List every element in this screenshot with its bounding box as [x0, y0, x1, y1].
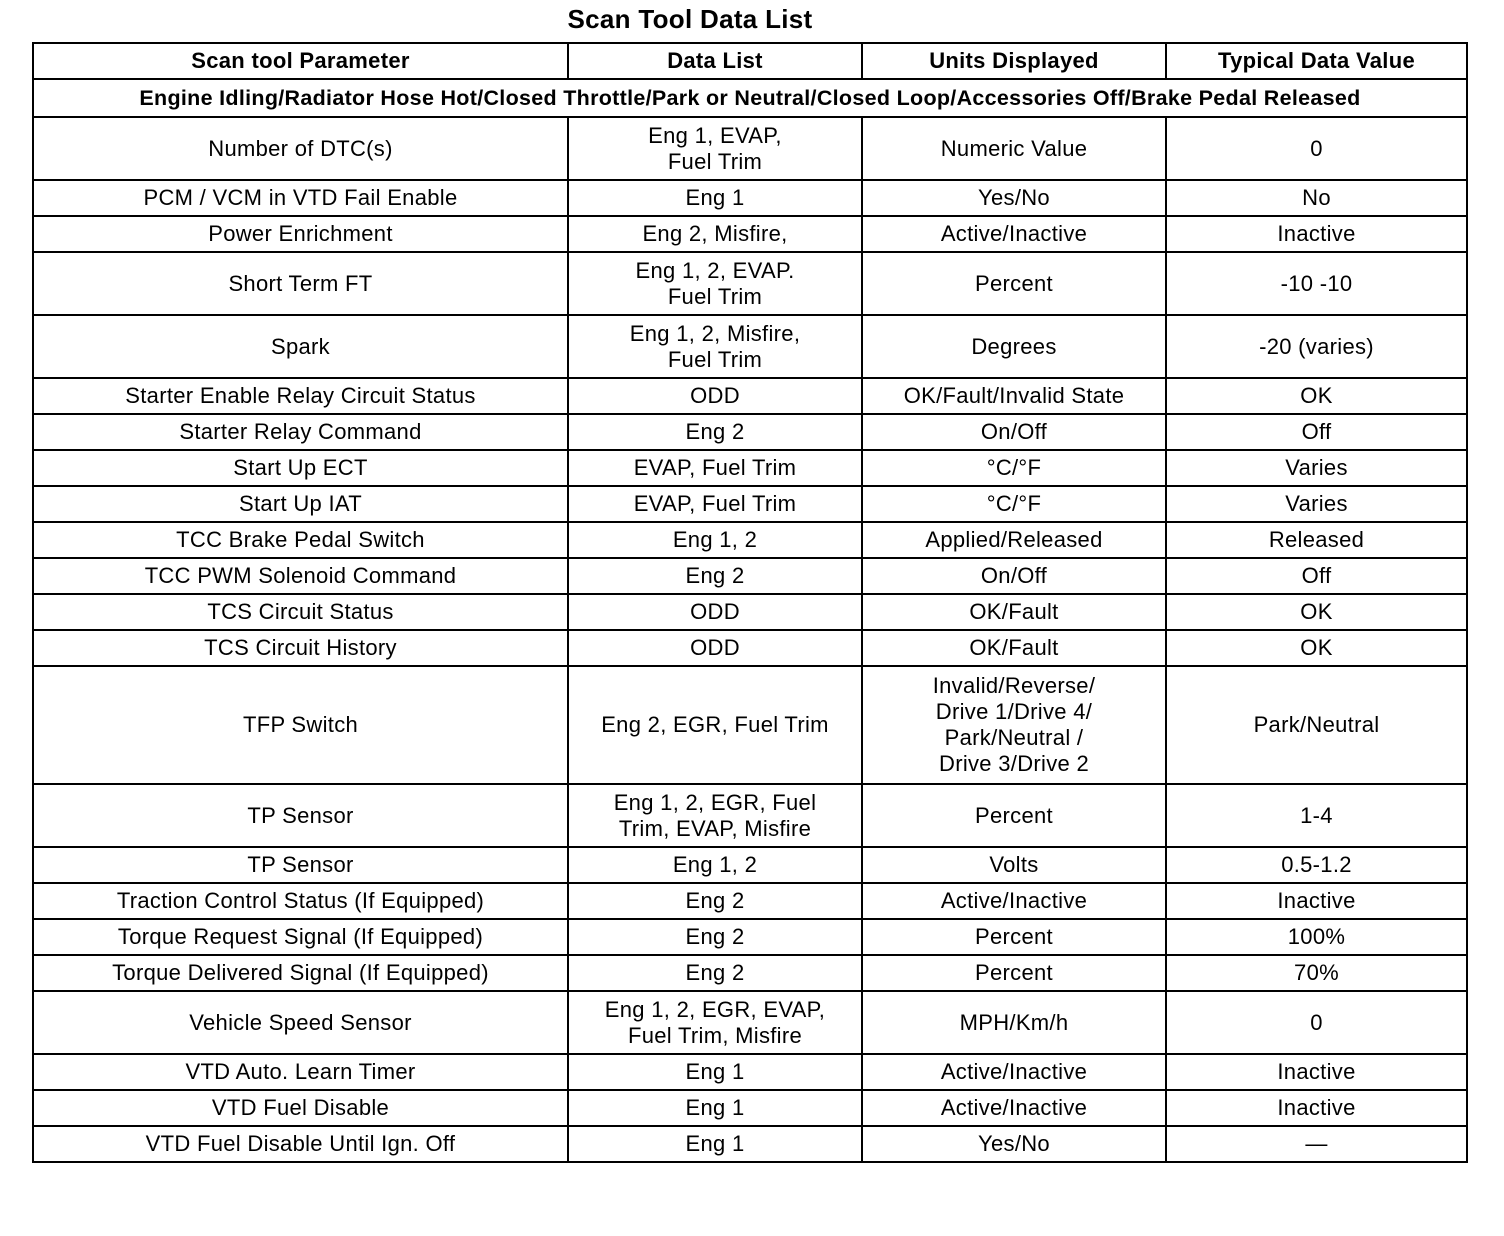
cell-typical-value: 70% [1166, 955, 1467, 991]
header-typical-value: Typical Data Value [1166, 43, 1467, 79]
cell-units [862, 784, 1166, 847]
cell-line: Percent [975, 960, 1053, 985]
cell-units [862, 1126, 1166, 1162]
cell-line: Fuel Trim, Misfire [627, 1022, 803, 1048]
table-row [33, 414, 1467, 450]
cell-line: Fuel Trim [667, 148, 763, 174]
cell-units [862, 630, 1166, 666]
cell-line: Percent [975, 270, 1053, 296]
cell-line: Fuel Trim [667, 283, 763, 309]
table-row [33, 117, 1467, 180]
cell-line: Fuel Trim [667, 346, 763, 372]
cell-typical-value: -10 -10 [1166, 252, 1467, 315]
cell-units [862, 991, 1166, 1054]
cell-units [862, 883, 1166, 919]
cell-typical-value: OK [1166, 594, 1467, 630]
table-row [33, 919, 1467, 955]
cell-line: ODD [690, 635, 740, 660]
cell-typical-value: Off [1166, 414, 1467, 450]
cell-typical-value: Varies [1166, 486, 1467, 522]
cell-parameter: TCS Circuit History [33, 630, 568, 666]
cell-line: Active/Inactive [940, 221, 1088, 246]
cell-line: Park/Neutral / [944, 725, 1084, 750]
cell-parameter: TCS Circuit Status [33, 594, 568, 630]
cell-data-list [568, 180, 862, 216]
cell-line: Eng 2 [685, 419, 745, 444]
cell-line: Applied/Released [925, 527, 1103, 552]
cell-data-list [568, 117, 862, 180]
cell-data-list [568, 594, 862, 630]
cell-typical-value: Released [1166, 522, 1467, 558]
cell-line: Percent [975, 924, 1053, 949]
cell-typical-value: Inactive [1166, 883, 1467, 919]
cell-parameter: Vehicle Speed Sensor [33, 991, 568, 1054]
cell-typical-value: Off [1166, 558, 1467, 594]
cell-line: °C/°F [986, 455, 1042, 480]
cell-line: Eng 2 [685, 888, 745, 913]
cell-line: Eng 2 [685, 924, 745, 949]
cell-units [862, 378, 1166, 414]
cell-line: Active/Inactive [940, 1059, 1088, 1084]
cell-line: Eng 2 [685, 960, 745, 985]
table-row [33, 180, 1467, 216]
cell-parameter: Starter Enable Relay Circuit Status [33, 378, 568, 414]
cell-line: OK/Fault/Invalid State [903, 383, 1125, 408]
cell-parameter: Torque Delivered Signal (If Equipped) [33, 955, 568, 991]
cell-data-list [568, 847, 862, 883]
cell-data-list [568, 883, 862, 919]
cell-units [862, 558, 1166, 594]
cell-line: Eng 2, Misfire, [642, 221, 788, 246]
table-row [33, 594, 1467, 630]
cell-units [862, 666, 1166, 784]
cell-typical-value: Varies [1166, 450, 1467, 486]
cell-data-list [568, 955, 862, 991]
cell-data-list [568, 522, 862, 558]
table-row [33, 378, 1467, 414]
cell-units [862, 486, 1166, 522]
cell-line: Eng 1 [685, 1131, 745, 1156]
test-conditions: Engine Idling/Radiator Hose Hot/Closed Throttle/Park or Neutral/Closed Loop/Accessories Off/Brake Pedal Released [33, 79, 1467, 117]
cell-line: Eng 1 [685, 185, 745, 210]
cell-typical-value: OK [1166, 630, 1467, 666]
cell-units [862, 1054, 1166, 1090]
table-row [33, 991, 1467, 1054]
cell-parameter: TP Sensor [33, 784, 568, 847]
cell-line: Eng 1, 2 [672, 852, 758, 877]
cell-typical-value: 0.5-1.2 [1166, 847, 1467, 883]
cell-data-list [568, 991, 862, 1054]
header-units: Units Displayed [862, 43, 1166, 79]
cell-line: Drive 3/Drive 2 [939, 751, 1089, 776]
cell-parameter: Spark [33, 315, 568, 378]
cell-data-list [568, 558, 862, 594]
cell-line: Eng 1, EVAP, [648, 122, 782, 148]
cell-parameter: VTD Auto. Learn Timer [33, 1054, 568, 1090]
table-body [33, 117, 1467, 1162]
cell-units [862, 414, 1166, 450]
cell-line: Eng 2 [685, 563, 745, 588]
cell-line: ODD [690, 599, 740, 624]
table-row [33, 955, 1467, 991]
cell-data-list [568, 784, 862, 847]
cell-typical-value: No [1166, 180, 1467, 216]
cell-typical-value: Inactive [1166, 1090, 1467, 1126]
table-row [33, 486, 1467, 522]
cell-parameter: Short Term FT [33, 252, 568, 315]
cell-data-list [568, 919, 862, 955]
cell-data-list [568, 378, 862, 414]
cell-typical-value: 0 [1166, 117, 1467, 180]
cell-parameter: VTD Fuel Disable [33, 1090, 568, 1126]
cell-data-list [568, 1054, 862, 1090]
cell-parameter: PCM / VCM in VTD Fail Enable [33, 180, 568, 216]
cell-units [862, 1090, 1166, 1126]
scan-tool-data-table [32, 42, 1468, 1163]
cell-units [862, 919, 1166, 955]
cell-data-list [568, 630, 862, 666]
cell-parameter: TCC PWM Solenoid Command [33, 558, 568, 594]
cell-line: Eng 1, 2, EVAP. [635, 257, 795, 283]
cell-line: EVAP, Fuel Trim [633, 491, 797, 516]
table-row [33, 216, 1467, 252]
cell-line: Degrees [971, 333, 1057, 359]
cell-units [862, 252, 1166, 315]
table-row [33, 315, 1467, 378]
cell-parameter: Start Up IAT [33, 486, 568, 522]
cell-parameter: TCC Brake Pedal Switch [33, 522, 568, 558]
cell-line: On/Off [980, 563, 1048, 588]
table-row [33, 666, 1467, 784]
cell-data-list [568, 486, 862, 522]
cell-data-list [568, 414, 862, 450]
cell-units [862, 216, 1166, 252]
cell-parameter: Number of DTC(s) [33, 117, 568, 180]
table-header-row [33, 43, 1467, 79]
cell-line: On/Off [980, 419, 1048, 444]
cell-units [862, 594, 1166, 630]
cell-typical-value: Park/Neutral [1166, 666, 1467, 784]
cell-parameter: Starter Relay Command [33, 414, 568, 450]
cell-parameter: TFP Switch [33, 666, 568, 784]
cell-line: Invalid/Reverse/ [932, 673, 1096, 698]
cell-line: Eng 2, EGR, Fuel Trim [601, 712, 829, 737]
cell-data-list [568, 1126, 862, 1162]
cell-parameter: TP Sensor [33, 847, 568, 883]
table-row [33, 252, 1467, 315]
cell-typical-value: Inactive [1166, 1054, 1467, 1090]
table-row [33, 1126, 1467, 1162]
cell-line: OK/Fault [969, 599, 1059, 624]
cell-line: Eng 1 [685, 1095, 745, 1120]
table-row [33, 630, 1467, 666]
page-title: Scan Tool Data List [567, 4, 813, 34]
cell-line: Percent [975, 802, 1053, 828]
cell-typical-value: -20 (varies) [1166, 315, 1467, 378]
cell-typical-value: 100% [1166, 919, 1467, 955]
table-row [33, 558, 1467, 594]
table-row [33, 784, 1467, 847]
table-row [33, 1090, 1467, 1126]
cell-line: Numeric Value [940, 135, 1088, 161]
cell-units [862, 450, 1166, 486]
cell-line: Active/Inactive [940, 888, 1088, 913]
test-conditions-row [33, 79, 1467, 117]
cell-line: Eng 1, 2 [672, 527, 758, 552]
cell-units [862, 522, 1166, 558]
cell-line: Eng 1, 2, Misfire, [629, 320, 801, 346]
table-row [33, 522, 1467, 558]
cell-line: Trim, EVAP, Misfire [618, 815, 812, 841]
cell-units [862, 180, 1166, 216]
cell-parameter: Start Up ECT [33, 450, 568, 486]
cell-data-list [568, 450, 862, 486]
cell-typical-value: 0 [1166, 991, 1467, 1054]
cell-units [862, 955, 1166, 991]
cell-data-list [568, 252, 862, 315]
cell-line: Eng 1, 2, EGR, Fuel [613, 789, 817, 815]
cell-line: ODD [690, 383, 740, 408]
cell-line: Yes/No [978, 185, 1050, 210]
cell-data-list [568, 216, 862, 252]
cell-line: Volts [989, 852, 1039, 877]
cell-typical-value: 1-4 [1166, 784, 1467, 847]
cell-data-list [568, 1090, 862, 1126]
cell-parameter: Torque Request Signal (If Equipped) [33, 919, 568, 955]
cell-units [862, 847, 1166, 883]
cell-line: Drive 1/Drive 4/ [935, 699, 1093, 724]
cell-line: MPH/Km/h [959, 1009, 1069, 1035]
table-row [33, 883, 1467, 919]
header-parameter: Scan tool Parameter [33, 43, 568, 79]
cell-parameter: VTD Fuel Disable Until Ign. Off [33, 1126, 568, 1162]
table-row [33, 1054, 1467, 1090]
cell-parameter: Traction Control Status (If Equipped) [33, 883, 568, 919]
cell-line: Eng 1 [685, 1059, 745, 1084]
table-row [33, 847, 1467, 883]
cell-line: EVAP, Fuel Trim [633, 455, 797, 480]
cell-typical-value: OK [1166, 378, 1467, 414]
cell-typical-value: — [1166, 1126, 1467, 1162]
cell-line: Active/Inactive [940, 1095, 1088, 1120]
cell-data-list [568, 315, 862, 378]
cell-units [862, 117, 1166, 180]
cell-data-list [568, 666, 862, 784]
header-data-list: Data List [568, 43, 862, 79]
cell-parameter: Power Enrichment [33, 216, 568, 252]
cell-line: °C/°F [986, 491, 1042, 516]
table-row [33, 450, 1467, 486]
cell-typical-value: Inactive [1166, 216, 1467, 252]
cell-line: OK/Fault [969, 635, 1059, 660]
cell-line: Yes/No [978, 1131, 1050, 1156]
cell-line: Eng 1, 2, EGR, EVAP, [604, 996, 826, 1022]
cell-units [862, 315, 1166, 378]
